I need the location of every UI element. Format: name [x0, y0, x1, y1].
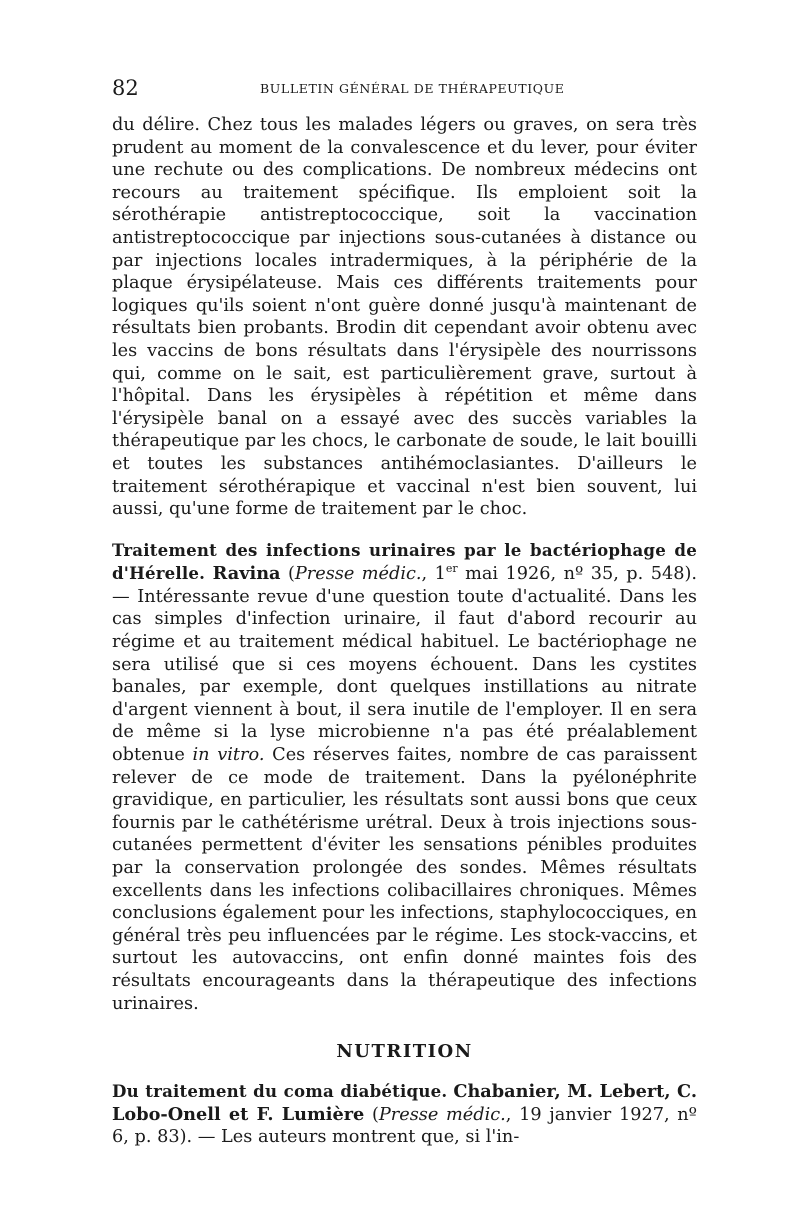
article-urinary-infections	[112, 539, 697, 1015]
section-heading-nutrition: NUTRITION	[336, 1041, 473, 1063]
citation-source: Presse médic.	[294, 564, 422, 585]
citation-open-2: (	[371, 1104, 379, 1125]
article-body-urinary: — Intéressante revue d'une question toute d'actualité. Dans les cas simples d'infection urinaire, il faut d'abord recourir au régime et au traitement médical habituel. Le bactériophage ne sera utilisé que si ces moyens échouent. Dans les cystites banales, par exemple, dont quelques instillations au nitrate d'argent viennent à bout, il sera inutile de l'employer. Il en sera de même si la lyse microbienne n'a pas été préalablement obtenue	[112, 586, 697, 766]
citation-day: , 1	[421, 564, 446, 585]
citation-open: (	[287, 564, 295, 585]
citation-rest-2: , 19 janvier 1927, nº 6, p. 83).	[112, 1104, 697, 1148]
article-authors-diabetic: Chabanier, M. Lebert, C. Lobo-Onell et F. Lumière	[112, 1081, 697, 1125]
citation-day-sup: er	[445, 562, 458, 576]
article-author-ravina: Ravina	[212, 563, 281, 585]
intro-paragraph: du délire. Chez tous les malades légers ou graves, on sera très prudent au moment de la convalescence et du lever, pour éviter une rechute ou des complications. De nombreux médecins ont recours au traitement spécifique. Ils emploient soit la sérothérapie antistreptococcique, soit la vaccination antistreptococcique par injections sous-cutanées à distance ou par injections locales intradermiques, à la périphérie de la plaque érysipélateuse. Mais ces différents traitements pour logiques qu'ils soient n'ont guère donné jusqu'à maintenant de résultats bien probants. Brodin dit cependant avoir obtenu avec les vaccins de bons résultats dans l'érysipèle des nourrissons qui, comme on le sait, est particulièrement grave, surtout à l'hôpital. Dans les érysipèles à répétition et même dans l'érysipèle banal on a essayé avec des succès variables la thérapeutique par les chocs, le carbonate de soude, le lait bouilli et toutes les substances antihémoclasiantes. D'ailleurs le traitement sérothérapique et vaccinal n'est bien souvent, lui aussi, qu'une forme de traitement par le choc.	[112, 115, 697, 520]
running-header	[112, 76, 697, 106]
article-body-diabetic: — Les auteurs montrent que, si l'in-	[197, 1127, 520, 1148]
article-body-urinary-end: Ces réserves faites, nombre de cas paraissent relever de ce mode de traitement. Dans la pyélonéphrite gravidique, en particulier, les résultats sont aussi bons que ceux fournis par le cathétérisme urétral. Deux à trois injections sous-cutanées permettent d'éviter les sensations pénibles produites par la conservation prolongée des sondes. Mêmes résultats excellents dans les infections colibacillaires chroniques. Mêmes conclusions également pour les infections, staphylococciques, en général très peu influencées par le régime. Les stock-vaccins, et surtout les autovaccins, ont enfin donné maintes fois des résultats encourageants dans la thérapeutique des infections urinaires.	[112, 745, 698, 1014]
citation-rest: mai 1926, nº 35, p. 548).	[457, 564, 697, 585]
article-title-urinary: Traitement des infections urinaires par le bactériophage de d'Hérelle.	[112, 539, 697, 584]
article-title-diabetic: Du traitement du coma diabétique.	[112, 1081, 448, 1102]
page-number: 82	[112, 76, 139, 100]
document-page	[112, 0, 697, 1149]
journal-title: BULLETIN GÉNÉRAL DE THÉRAPEUTIQUE	[260, 81, 565, 96]
article-diabetic-coma	[112, 1080, 697, 1149]
article-body-italic: in vitro.	[192, 745, 265, 766]
citation-source-2: Presse médic.	[378, 1104, 506, 1125]
